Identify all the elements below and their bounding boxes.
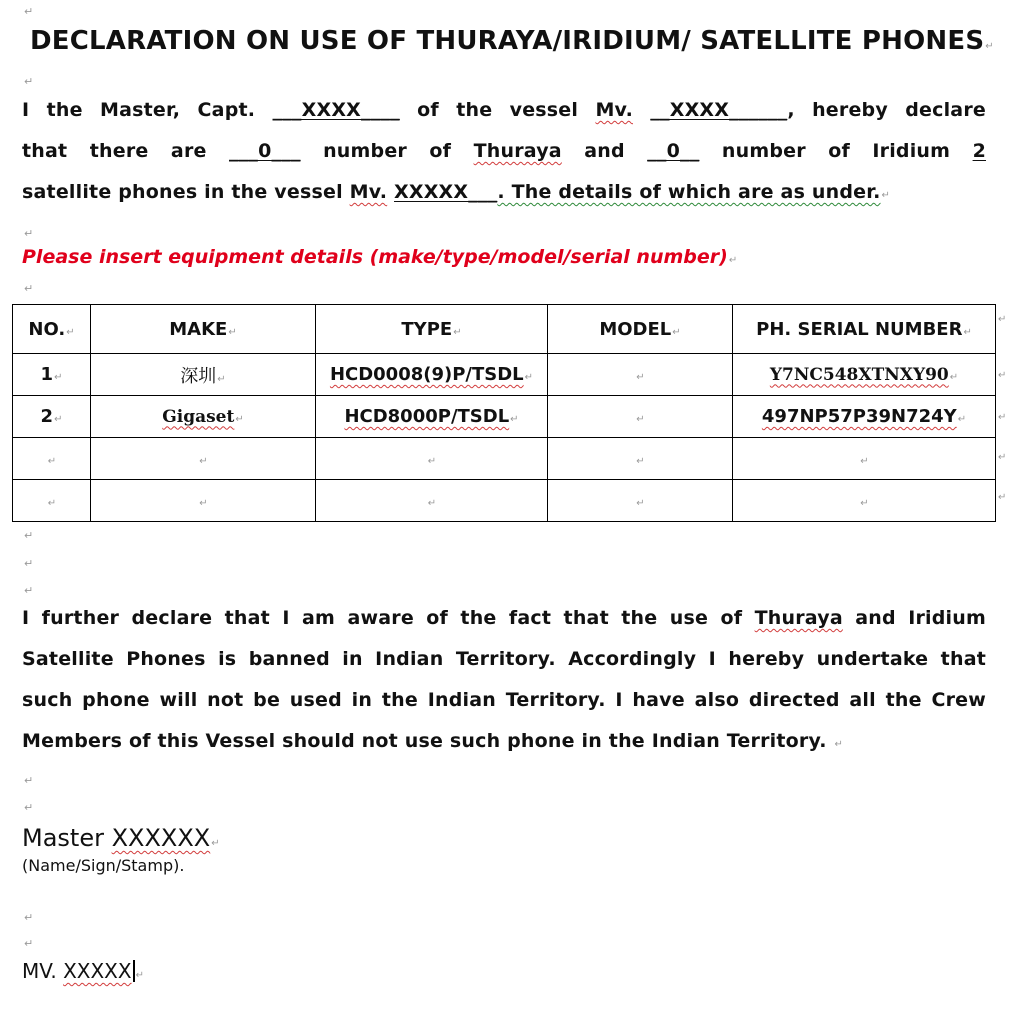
- table-row: [13, 480, 996, 522]
- table-cell-no[interactable]: [13, 354, 91, 396]
- table-cell-model[interactable]: [548, 480, 733, 522]
- instruction-note[interactable]: [22, 246, 737, 268]
- row-end-mark: ↵: [998, 412, 1007, 423]
- cell-text: Y7NC548XTNXY90: [769, 364, 949, 385]
- paragraph-line: [22, 131, 986, 172]
- row-end-mark: ↵: [998, 370, 1007, 381]
- text-run: Members of this Vessel should not use such phone in the Indian Territory.: [22, 730, 834, 752]
- table-cell-make[interactable]: [91, 480, 316, 522]
- cell-mark: ↵: [54, 372, 63, 383]
- document-title[interactable]: [30, 26, 1005, 56]
- paragraph-mark: ↵: [211, 838, 220, 849]
- header-text: MODEL: [599, 318, 672, 340]
- table-cell-model[interactable]: [548, 438, 733, 480]
- paragraph-mark: ↵: [834, 739, 844, 750]
- iridium-count-field[interactable]: __0__: [647, 140, 700, 162]
- paragraph-mark: ↵: [24, 774, 34, 787]
- paragraph-mark: ↵: [24, 911, 34, 924]
- text-run: of the vessel: [399, 99, 596, 121]
- paragraph-mark: ↵: [24, 75, 34, 88]
- cell-mark: ↵: [636, 372, 645, 383]
- cell-text: Gigaset: [162, 406, 235, 427]
- text-run: Master: [22, 824, 112, 852]
- table-cell-type[interactable]: [316, 438, 548, 480]
- text-run: number of Iridium: [699, 140, 973, 162]
- text-run: number of: [300, 140, 474, 162]
- equipment-table: [12, 304, 996, 522]
- cell-mark: ↵: [949, 371, 959, 383]
- vessel-name-field[interactable]: XXXXX___: [394, 181, 498, 203]
- cell-mark: ↵: [427, 498, 437, 509]
- cell-text: HCD8000P/TSDL: [344, 406, 510, 427]
- text-run: , hereby declare: [787, 99, 986, 121]
- vessel-name-field: XXXXX: [63, 959, 132, 983]
- text-run: that there are: [22, 140, 230, 162]
- text-run: and: [561, 140, 648, 162]
- cell-mark: ↵: [672, 326, 681, 338]
- cell-text: 2: [40, 406, 54, 427]
- header-text: NO.: [28, 318, 66, 340]
- table-cell-no[interactable]: [13, 480, 91, 522]
- paragraph-line: [22, 721, 986, 765]
- cell-text: 497NP57P39N724Y: [761, 406, 957, 427]
- table-header-cell[interactable]: [316, 305, 548, 354]
- paragraph-mark: ↵: [24, 282, 34, 295]
- text-run: . The details of which are as under.: [497, 181, 881, 203]
- paragraph-line: [22, 680, 986, 721]
- text-run: Thuraya: [473, 140, 562, 162]
- text-run: Satellite Phones is banned in Indian Territory. Accordingly I hereby undertake that: [22, 648, 986, 670]
- undertaking-paragraph[interactable]: [22, 598, 986, 765]
- paragraph-mark: ↵: [24, 557, 34, 570]
- table-cell-serial[interactable]: [733, 354, 996, 396]
- row-end-mark: ↵: [998, 452, 1007, 463]
- vessel-footer[interactable]: [22, 959, 144, 983]
- table-cell-no[interactable]: [13, 438, 91, 480]
- paragraph-mark: ↵: [985, 41, 994, 52]
- master-name-field: XXXXXX: [111, 824, 211, 852]
- text-run: such phone will not be used in the Indian Territory. I have also directed all the Crew: [22, 689, 986, 711]
- cell-mark: ↵: [957, 414, 967, 425]
- declaration-paragraph[interactable]: [22, 90, 986, 216]
- master-signature-name[interactable]: [22, 824, 220, 852]
- table-header-cell[interactable]: [91, 305, 316, 354]
- cell-mark: ↵: [524, 372, 534, 383]
- header-text: TYPE: [401, 318, 453, 340]
- paragraph-line: [22, 639, 986, 680]
- table-cell-type[interactable]: [316, 354, 548, 396]
- table-row: [13, 438, 996, 480]
- cell-mark: ↵: [510, 414, 519, 425]
- text-run: MV.: [22, 959, 64, 983]
- table-header-row: [13, 305, 996, 354]
- paragraph-mark: ↵: [24, 529, 34, 542]
- paragraph-mark: ↵: [24, 5, 34, 18]
- text-run: satellite phones in the vessel: [22, 181, 350, 203]
- table-cell-no[interactable]: [13, 396, 91, 438]
- paragraph-mark: ↵: [24, 584, 34, 597]
- table-cell-serial[interactable]: [733, 480, 996, 522]
- cell-mark: ↵: [66, 326, 75, 338]
- cell-mark: ↵: [427, 456, 437, 467]
- cell-mark: ↵: [636, 414, 645, 425]
- row-end-mark: ↵: [998, 492, 1007, 503]
- instruction-text: Please insert equipment details (make/type/model/serial number): [22, 246, 728, 268]
- paragraph-mark: ↵: [24, 937, 34, 950]
- signature-caption: (Name/Sign/Stamp).: [22, 856, 185, 875]
- paragraph-mark: ↵: [24, 227, 34, 240]
- table-cell-make[interactable]: [91, 354, 316, 396]
- table-header-cell[interactable]: [13, 305, 91, 354]
- table-row: [13, 354, 996, 396]
- title-text: DECLARATION ON USE OF THURAYA/IRIDIUM/ SATELLITE PHONES: [30, 26, 985, 56]
- cell-text: 深圳: [180, 365, 217, 387]
- text-run: I the Master, Capt.: [22, 99, 273, 121]
- table-row: [13, 396, 996, 438]
- cell-mark: ↵: [217, 373, 226, 385]
- paragraph-line: [22, 90, 986, 131]
- header-text: PH. SERIAL NUMBER: [756, 318, 963, 340]
- table-cell-serial[interactable]: [733, 438, 996, 480]
- text-run: Mv.: [595, 99, 633, 121]
- paragraph-mark: ↵: [24, 801, 34, 814]
- paragraph-line: [22, 598, 986, 639]
- table-cell-type[interactable]: [316, 396, 548, 438]
- cell-mark: ↵: [199, 456, 208, 467]
- vessel-name-field[interactable]: __XXXX______: [650, 99, 788, 121]
- table-cell-model[interactable]: [548, 396, 733, 438]
- cell-mark: ↵: [228, 326, 237, 338]
- cell-text: HCD0008(9)P/TSDL: [329, 364, 524, 385]
- cell-mark: ↵: [199, 498, 208, 509]
- table-cell-model[interactable]: [548, 354, 733, 396]
- cell-mark: ↵: [860, 456, 869, 467]
- paragraph-mark: ↵: [881, 190, 891, 201]
- table-header-cell[interactable]: [548, 305, 733, 354]
- table-cell-type[interactable]: [316, 480, 548, 522]
- paragraph-mark: ↵: [135, 970, 144, 981]
- table-cell-serial[interactable]: [733, 396, 996, 438]
- cell-mark: ↵: [860, 498, 869, 509]
- header-text: MAKE: [169, 318, 228, 340]
- text-run: 2: [972, 140, 986, 162]
- paragraph-mark: ↵: [728, 255, 738, 266]
- cell-mark: ↵: [47, 456, 57, 467]
- text-run: and Iridium: [842, 607, 986, 629]
- text-cursor: [133, 960, 135, 982]
- table-cell-make[interactable]: [91, 396, 316, 438]
- text-run: Mv.: [349, 181, 388, 203]
- text-run: Thuraya: [754, 607, 843, 629]
- cell-mark: ↵: [963, 326, 972, 338]
- captain-name-field[interactable]: ___XXXX____: [272, 99, 400, 121]
- text-run: I further declare that I am aware of the fact that the use of: [22, 607, 755, 629]
- cell-mark: ↵: [235, 413, 244, 425]
- table-cell-make[interactable]: [91, 438, 316, 480]
- cell-mark: ↵: [636, 456, 645, 467]
- cell-mark: ↵: [47, 498, 57, 509]
- table-header-cell[interactable]: [733, 305, 996, 354]
- cell-mark: ↵: [54, 414, 63, 425]
- row-end-mark: ↵: [998, 314, 1007, 325]
- thuraya-count-field[interactable]: ___0___: [229, 140, 301, 162]
- cell-text: 1: [40, 364, 54, 385]
- paragraph-line: [22, 172, 986, 216]
- cell-mark: ↵: [453, 326, 462, 338]
- cell-mark: ↵: [636, 498, 645, 509]
